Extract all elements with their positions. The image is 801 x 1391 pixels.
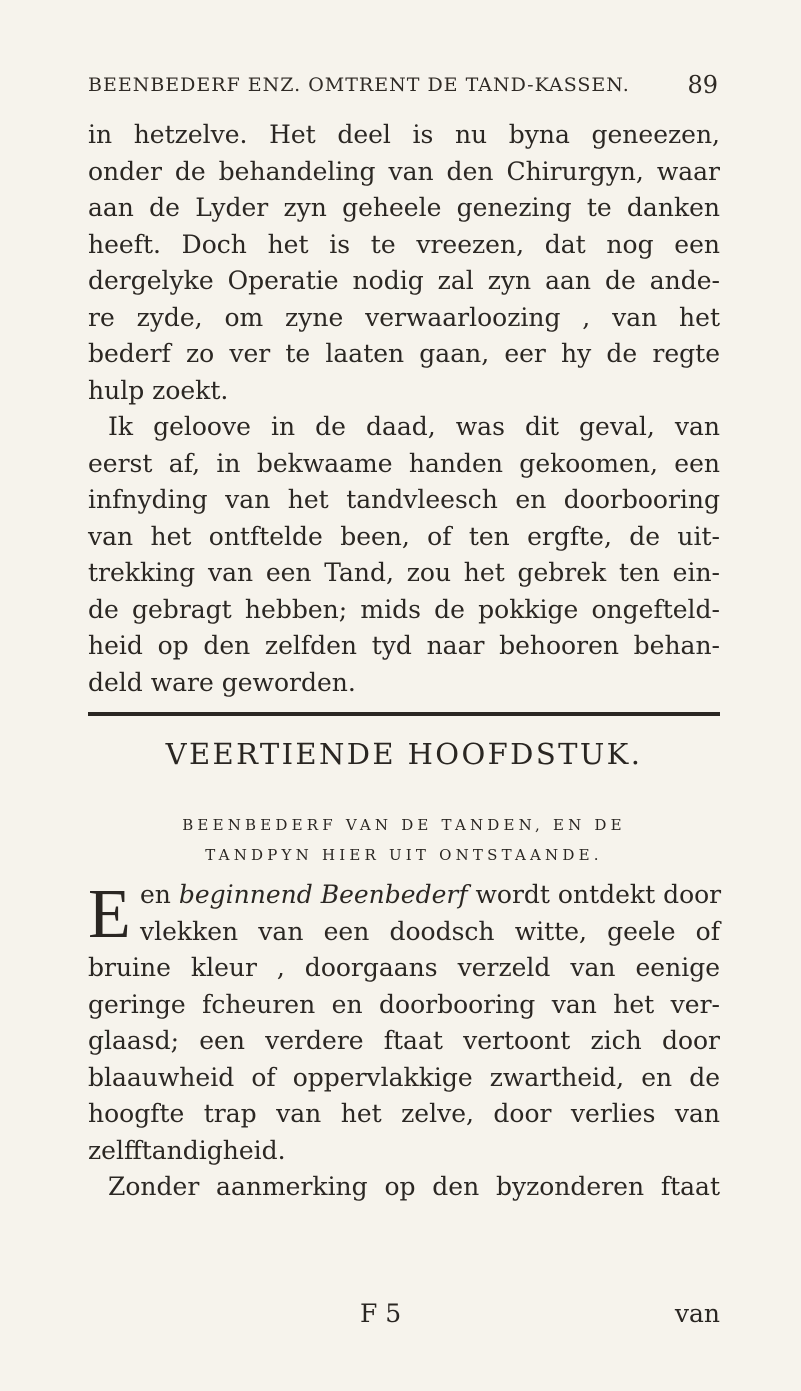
text-line: in hetzelve. Het deel is nu byna geneezen, — [88, 120, 720, 149]
text-line: zelfftandigheid. — [88, 1135, 286, 1165]
chapter-heading: VEERTIENDE HOOFDSTUK. — [165, 737, 643, 771]
page-number: 89 — [687, 71, 718, 99]
text-line: trekking van een Tand, zou het gebrek ten ein- — [88, 558, 720, 587]
catchword: van — [674, 1299, 720, 1328]
text-line: glaasd; een verdere ftaat vertoont zich door — [88, 1026, 720, 1055]
signature-mark: F 5 — [360, 1299, 402, 1328]
page-footer — [88, 1299, 720, 1335]
text-line: Ik geloove in de daad, was dit geval, van — [108, 412, 720, 441]
text-line-with-drop-cap — [88, 877, 720, 914]
text-line: aan de Lyder zyn geheele genezing te danken — [88, 193, 720, 222]
chapter-subtitle-line-1: BEENBEDERF VAN DE TANDEN, EN DE — [182, 816, 626, 834]
text-line: hulp zoekt. — [88, 375, 229, 405]
text-line: dergelyke Operatie nodig zal zyn aan de ande- — [88, 266, 720, 295]
running-head-title: BEENBEDERF ENZ. OMTRENT DE TAND-KASSEN. — [88, 74, 630, 96]
text-line: hoogfte trap van het zelve, door verlies van — [88, 1099, 720, 1128]
first-word-rest: en — [140, 880, 171, 909]
text-line: geringe fcheuren en doorbooring van het ver- — [88, 989, 720, 1019]
text-line: heeft. Doch het is te vreezen, dat nog een — [88, 229, 720, 259]
italic-term: beginnend Beenbederf — [178, 880, 468, 909]
text-line: infnyding van het tandvleesch en doorbooring — [88, 485, 720, 514]
text-line: van het ontftelde been, of ten ergfte, de uit- — [88, 521, 720, 551]
text-line: heid op den zelfden tyd naar behooren behan- — [88, 631, 720, 660]
text-line: eerst af, in bekwaame handen gekoomen, een — [88, 448, 720, 478]
text-line: de gebragt hebben; mids de pokkige ongefteld- — [88, 594, 720, 624]
text-line: vlekken van een doodsch witte, geele of — [140, 916, 720, 946]
text-line: bederf zo ver te laaten gaan, eer hy de regte — [88, 339, 720, 368]
text-line: Zonder aanmerking op den byzonderen ftaat — [108, 1172, 720, 1201]
text-line: bruine kleur , doorgaans verzeld van eenige — [88, 953, 720, 982]
text-line: deld ware geworden. — [88, 667, 356, 697]
drop-cap: E — [88, 876, 131, 953]
body-text-bottom — [88, 877, 720, 1206]
section-divider — [88, 712, 720, 716]
body-text-top — [88, 117, 720, 701]
text-line: re zyde, om zyne verwaarloozing , van het — [88, 302, 720, 332]
chapter-subtitle-line-2: TANDPYN HIER UIT ONTSTAANDE. — [205, 846, 603, 864]
text-line: onder de behandeling van den Chirurgyn, waar — [88, 156, 720, 186]
text-line: blaauwheid of oppervlakkige zwartheid, en de — [88, 1062, 720, 1092]
first-line-tail: wordt ontdekt door — [475, 880, 722, 909]
